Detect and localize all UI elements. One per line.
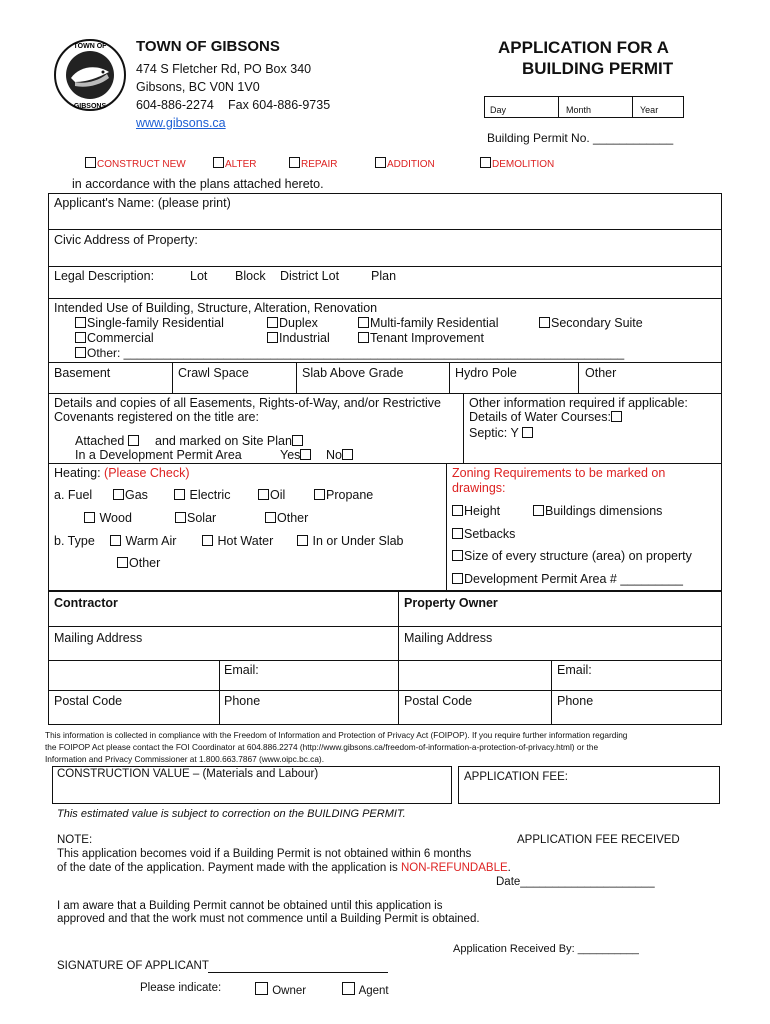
org-phone: 604-886-2274 — [136, 98, 214, 112]
contacts-table — [48, 591, 722, 725]
application-fee-received: APPLICATION FEE RECEIVED — [517, 834, 680, 846]
block-field[interactable]: Block — [235, 269, 266, 283]
applicant-name-field[interactable]: Applicant's Name: (please print) — [54, 196, 231, 210]
fuel-label: a. Fuel — [54, 488, 93, 502]
estimate-note: This estimated value is subject to correction on the BUILDING PERMIT. — [57, 808, 406, 820]
aware-line2: approved and that the work must not commence until a Building Permit is obtained. — [57, 913, 480, 925]
checkbox-construct-new[interactable]: CONSTRUCT NEW — [85, 157, 186, 170]
lot-field[interactable]: Lot — [190, 269, 208, 283]
water-courses-field[interactable]: Details of Water Courses: — [469, 410, 623, 424]
checkbox-secondary-suite[interactable]: Secondary Suite — [539, 316, 643, 330]
seal-text-top: TOWN OF — [73, 43, 107, 50]
easements-site-plan[interactable]: and marked on Site Plan — [155, 434, 304, 448]
plan-field[interactable]: Plan — [371, 269, 397, 283]
main-form-frame — [48, 193, 722, 591]
signature-label: SIGNATURE OF APPLICANT — [57, 960, 209, 972]
property-owner-heading: Property Owner — [404, 596, 498, 610]
easements-line2: Covenants registered on the title are: — [54, 410, 259, 424]
zoning-heading-line2: drawings: — [452, 481, 506, 495]
privacy-line2: the FOIPOP Act please contact the FOI Coordinator at 604.886.2274 (http://www.gibsons.ca/freedom-of-information-a-protection-of-privacy.html) or the — [45, 742, 599, 752]
district-lot-field[interactable]: District Lot — [280, 269, 340, 283]
signature-line[interactable] — [208, 972, 388, 973]
easements-line1: Details and copies of all Easements, Rights-of-Way, and/or Restrictive — [54, 396, 441, 410]
contractor-postal-code[interactable]: Postal Code — [54, 694, 123, 708]
crawl-space-field[interactable]: Crawl Space — [178, 366, 249, 380]
checkbox-type-other[interactable]: Other — [117, 556, 160, 570]
contractor-phone[interactable]: Phone — [224, 694, 261, 708]
checkbox-agent[interactable]: Agent — [342, 982, 389, 997]
form-title-line1: APPLICATION FOR A — [498, 38, 669, 57]
checkbox-fuel-other[interactable]: Other — [265, 511, 308, 525]
checkbox-buildings-dimensions[interactable]: Buildings dimensions — [533, 504, 662, 518]
owner-postal-code[interactable]: Postal Code — [404, 694, 473, 708]
org-address-line2: Gibsons, BC V0N 1V0 — [136, 80, 260, 94]
civic-address-field[interactable]: Civic Address of Property: — [54, 233, 198, 247]
septic-field[interactable]: Septic: Y — [469, 426, 534, 440]
date-month-label: Month — [566, 105, 592, 115]
checkbox-electric[interactable]: Electric — [174, 488, 230, 502]
date-year-label: Year — [640, 105, 659, 115]
owner-phone[interactable]: Phone — [557, 694, 594, 708]
org-address-line1: 474 S Fletcher Rd, PO Box 340 — [136, 62, 312, 76]
checkbox-addition[interactable]: ADDITION — [375, 157, 435, 170]
date-day-label: Day — [490, 105, 507, 115]
legal-description-label: Legal Description: — [54, 269, 155, 283]
owner-mailing-address[interactable]: Mailing Address — [404, 631, 493, 645]
checkbox-industrial[interactable]: Industrial — [267, 331, 330, 345]
fee-received-date[interactable]: Date_____________________ — [496, 876, 655, 888]
other-info-heading: Other information required if applicable: — [469, 396, 688, 410]
plans-note: in accordance with the plans attached hereto. — [72, 177, 324, 191]
construction-value-label: CONSTRUCTION VALUE – (Materials and Labour) — [57, 768, 319, 780]
owner-email[interactable]: Email: — [557, 663, 592, 677]
checkbox-owner[interactable]: Owner — [255, 982, 306, 997]
privacy-line3: Information and Privacy Commissioner at 1.800.663.7867 (www.oipc.bc.ca). — [45, 754, 324, 764]
please-indicate-label: Please indicate: — [140, 982, 222, 994]
checkbox-tenant-improvement[interactable]: Tenant Improvement — [358, 331, 484, 345]
checkbox-setbacks[interactable]: Setbacks — [452, 527, 515, 541]
application-received-by[interactable]: Application Received By: __________ — [453, 943, 639, 955]
checkbox-multi-family[interactable]: Multi-family Residential — [358, 316, 499, 330]
checkbox-duplex[interactable]: Duplex — [267, 316, 318, 330]
checkbox-warm-air[interactable]: Warm Air — [110, 534, 176, 548]
org-fax: Fax 604-886-9735 — [228, 98, 331, 112]
aware-line1: I am aware that a Building Permit cannot be obtained until this application is — [57, 900, 443, 912]
hydro-pole-field[interactable]: Hydro Pole — [455, 366, 517, 380]
org-name: TOWN OF GIBSONS — [136, 38, 280, 55]
contractor-mailing-address[interactable]: Mailing Address — [54, 631, 143, 645]
checkbox-alter[interactable]: ALTER — [213, 157, 257, 170]
zoning-heading-line1: Zoning Requirements to be marked on — [452, 466, 666, 480]
checkbox-solar[interactable]: Solar — [175, 511, 216, 525]
application-fee-label: APPLICATION FEE: — [464, 771, 568, 783]
heating-label: Heating: (Please Check) — [54, 466, 190, 480]
basement-field[interactable]: Basement — [54, 366, 111, 380]
easements-attached[interactable]: Attached — [75, 434, 140, 448]
dev-permit-yes[interactable]: Yes — [280, 448, 312, 462]
checkbox-oil[interactable]: Oil — [258, 488, 285, 502]
foundation-other-field[interactable]: Other — [585, 366, 617, 380]
checkbox-repair[interactable]: REPAIR — [289, 157, 338, 170]
checkbox-gas[interactable]: Gas — [113, 488, 148, 502]
intended-use-heading: Intended Use of Building, Structure, Alteration, Renovation — [54, 301, 378, 315]
checkbox-commercial[interactable]: Commercial — [75, 331, 154, 345]
type-label: b. Type — [54, 534, 95, 548]
contractor-email[interactable]: Email: — [224, 663, 259, 677]
checkbox-demolition[interactable]: DEMOLITION — [480, 157, 554, 170]
checkbox-in-under-slab[interactable]: In or Under Slab — [297, 534, 404, 548]
checkbox-height[interactable]: Height — [452, 504, 500, 518]
checkbox-single-family[interactable]: Single-family Residential — [75, 316, 224, 330]
form-title-line2: BUILDING PERMIT — [522, 59, 674, 78]
checkbox-wood[interactable]: Wood — [84, 511, 132, 525]
void-note-line1: This application becomes void if a Building Permit is not obtained within 6 months — [57, 848, 472, 860]
checkbox-propane[interactable]: Propane — [314, 488, 373, 502]
checkbox-dev-permit-area[interactable]: Development Permit Area # _________ — [452, 572, 683, 586]
seal-text-bottom: GIBSONS — [73, 103, 107, 110]
org-website-link[interactable]: www.gibsons.ca — [136, 116, 226, 130]
building-permit-number[interactable]: Building Permit No. ____________ — [487, 131, 674, 145]
void-note-line2: of the date of the application. Payment made with the application is NON-REFUNDABLE. — [57, 862, 511, 874]
checkbox-other-use[interactable]: Other: ___________________________________________________________________________ — [75, 346, 624, 360]
contractor-heading: Contractor — [54, 596, 118, 610]
town-seal-logo — [53, 38, 127, 112]
note-label: NOTE: — [57, 834, 93, 846]
privacy-line1: This information is collected in compliance with the Freedom of Information and Protection of Privacy Act (FOIPOP). If you require further information regarding — [45, 730, 628, 740]
checkbox-hot-water[interactable]: Hot Water — [202, 534, 273, 548]
dev-permit-area-label: In a Development Permit Area — [75, 448, 242, 462]
slab-above-grade-field[interactable]: Slab Above Grade — [302, 366, 404, 380]
checkbox-structure-size[interactable]: Size of every structure (area) on property — [452, 549, 692, 563]
dev-permit-no[interactable]: No — [326, 448, 354, 462]
